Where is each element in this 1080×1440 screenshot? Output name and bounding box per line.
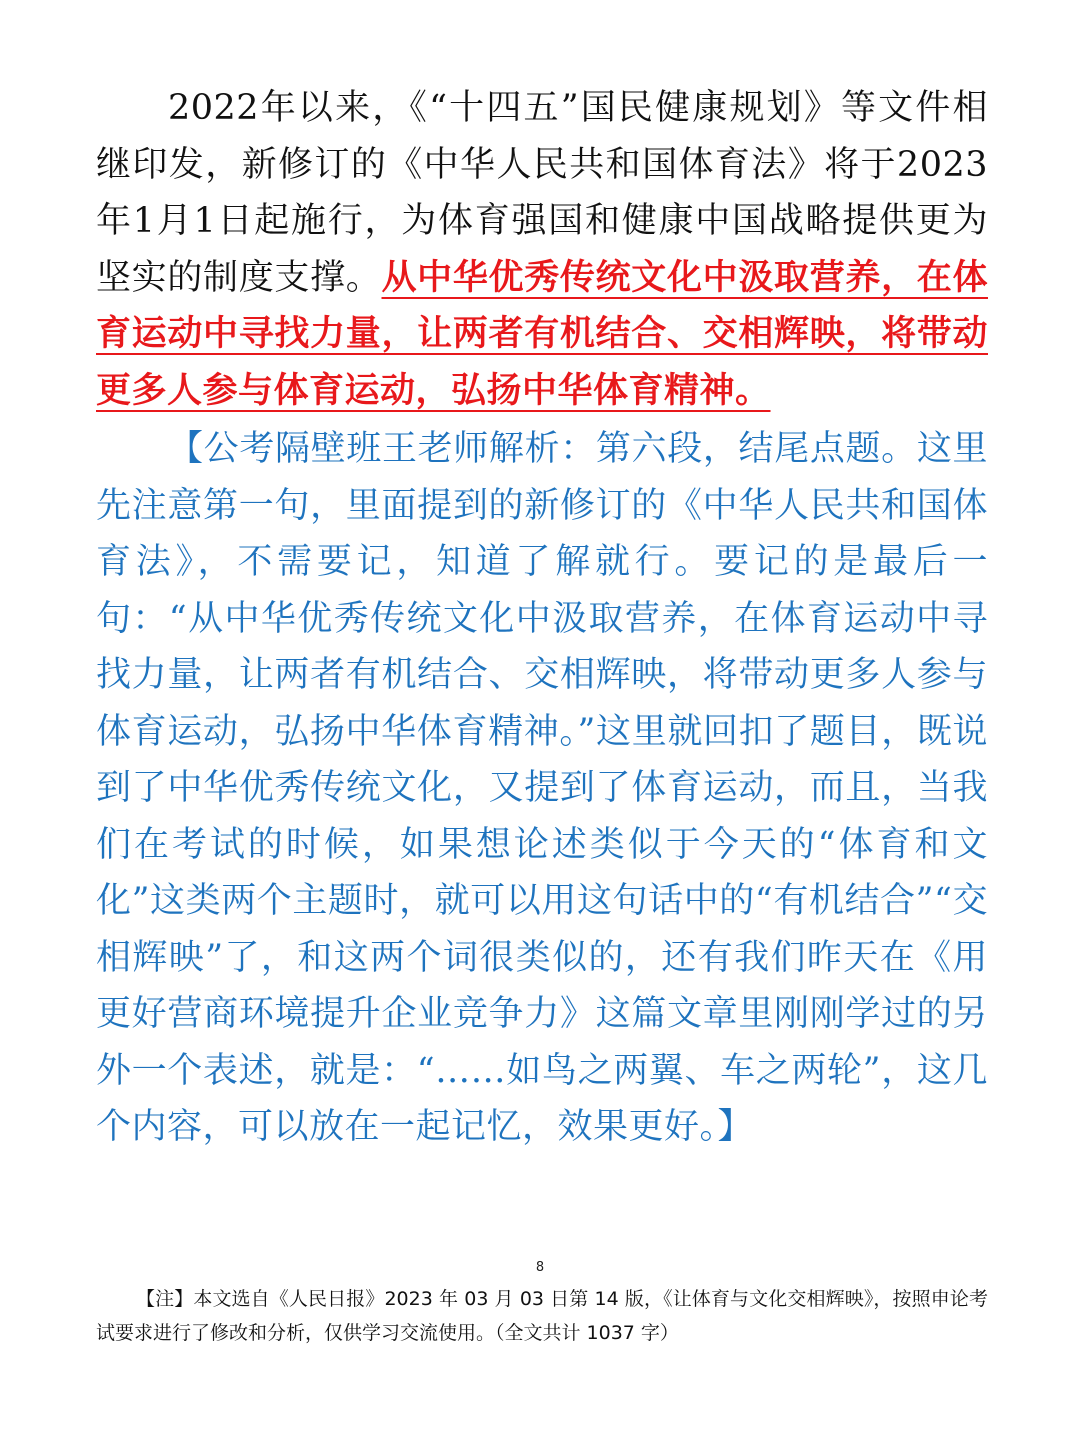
source-note: 【注】本文选自《人民日报》2023 年 03 月 03 日第 14 版，《让体育与文化交相辉映》，按照申论考试要求进行了修改和分析，仅供学习交流使用。（全文共计 1037 字） — [96, 1288, 988, 1344]
teacher-analysis: 【公考隔壁班王老师解析：第六段，结尾点题。这里先注意第一句，里面提到的新修订的《中华人民共和国体育法》，不需要记，知道了解就行。要记的是最后一句：“从中华优秀传统文化中汲取营养，在体育运动中寻找力量，让两者有机结合、交相辉映，将带动更多人参与体育运动，弘扬中华体育精神。”这里就回扣了题目，既说到了中华优秀传统文化，又提到了体育运动，而且，当我们在考试的时候，如果想论述类似于今天的“体育和文化”这类两个主题时，就可以用这句话中的“有机结合”“交相辉映”了，和这两个词很类似的，还有我们昨天在《用更好营商环境提升企业竞争力》这篇文章里刚刚学过的另外一个表述，就是：“……如鸟之两翼、车之两轮”，这几个内容，可以放在一起记忆，效果更好。】 — [96, 429, 988, 1147]
paragraph-main-text: 2022年以来，《“十四五”国民健康规划》等文件相继印发，新修订的《中华人民共和国体育法》将于2023年1月1日起施行，为体育强国和健康中国战略提供更为坚实的制度支撑。 — [96, 88, 988, 298]
page-number: 8 — [535, 1260, 545, 1275]
paragraph-six — [96, 80, 988, 419]
document-body — [96, 80, 988, 1156]
highlighted-key-sentence: 从中华优秀传统文化中汲取营养，在体育运动中寻找力量，让两者有机结合、交相辉映，将带动更多人参与体育运动，弘扬中华体育精神。 — [96, 257, 988, 411]
